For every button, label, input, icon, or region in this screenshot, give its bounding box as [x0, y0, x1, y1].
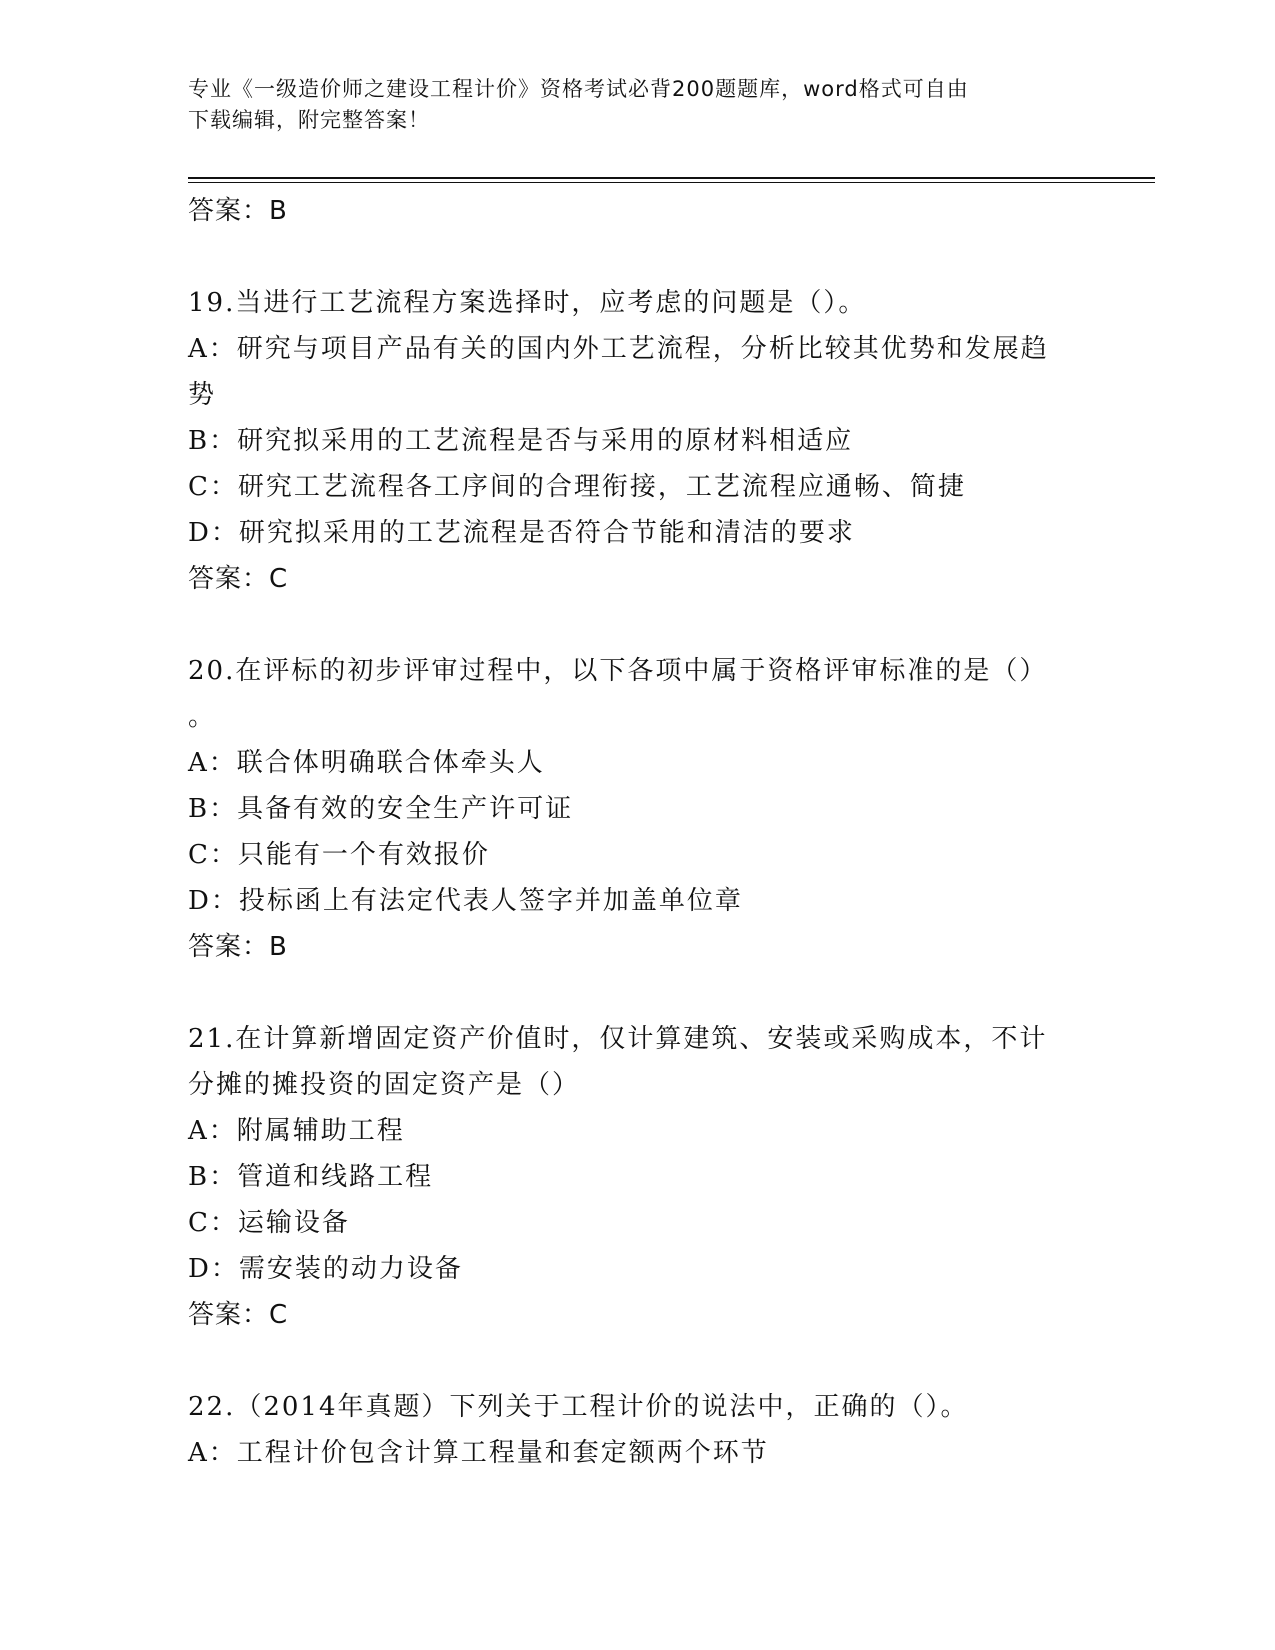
header-divider-thin: [188, 182, 1155, 183]
answer-line: 答案：B: [188, 196, 288, 226]
option-c: C：研究工艺流程各工序间的合理衔接，工艺流程应通畅、简捷: [188, 472, 966, 502]
option-a: A：附属辅助工程: [188, 1116, 405, 1146]
answer-line: 答案：C: [188, 564, 289, 594]
spacer: [188, 1338, 1088, 1384]
option-a-continued: 势: [188, 380, 217, 410]
option-d: D：需安装的动力设备: [188, 1254, 463, 1284]
option-d: D：投标函上有法定代表人签字并加盖单位章: [188, 886, 743, 916]
question-content: [188, 188, 1088, 1476]
option-b: B：管道和线路工程: [188, 1162, 434, 1192]
answer-line: 答案：B: [188, 932, 288, 962]
question-stem: 21.在计算新增固定资产价值时，仅计算建筑、安装或采购成本，不计: [188, 1024, 1048, 1054]
option-b: B：具备有效的安全生产许可证: [188, 794, 574, 824]
question-stem: 20.在评标的初步评审过程中，以下各项中属于资格评审标准的是（）: [188, 656, 1048, 686]
answer-line: 答案：C: [188, 1300, 289, 1330]
option-d: D：研究拟采用的工艺流程是否符合节能和清洁的要求: [188, 518, 855, 548]
option-a: A：研究与项目产品有关的国内外工艺流程，分析比较其优势和发展趋: [188, 334, 1049, 364]
option-c: C：只能有一个有效报价: [188, 840, 490, 870]
question-stem-continued: 分摊的摊投资的固定资产是（）: [188, 1070, 581, 1100]
option-b: B：研究拟采用的工艺流程是否与采用的原材料相适应: [188, 426, 854, 456]
spacer: [188, 234, 1088, 280]
option-c: C：运输设备: [188, 1208, 350, 1238]
question-stem: 19.当进行工艺流程方案选择时，应考虑的问题是（）。: [188, 288, 867, 318]
spacer: [188, 970, 1088, 1016]
option-a: A：联合体明确联合体牵头人: [188, 748, 545, 778]
header-line: 专业《一级造价师之建设工程计价》资格考试必背200题题库，word格式可自由: [188, 77, 969, 101]
question-stem-continued: 。: [188, 702, 217, 732]
spacer: [188, 602, 1088, 648]
header-divider: [188, 177, 1155, 179]
option-a: A：工程计价包含计算工程量和套定额两个环节: [188, 1438, 769, 1468]
page-header: [188, 74, 1068, 136]
header-line: 下载编辑，附完整答案！: [188, 108, 430, 132]
question-stem: 22.（2014年真题）下列关于工程计价的说法中，正确的（）。: [188, 1392, 969, 1422]
